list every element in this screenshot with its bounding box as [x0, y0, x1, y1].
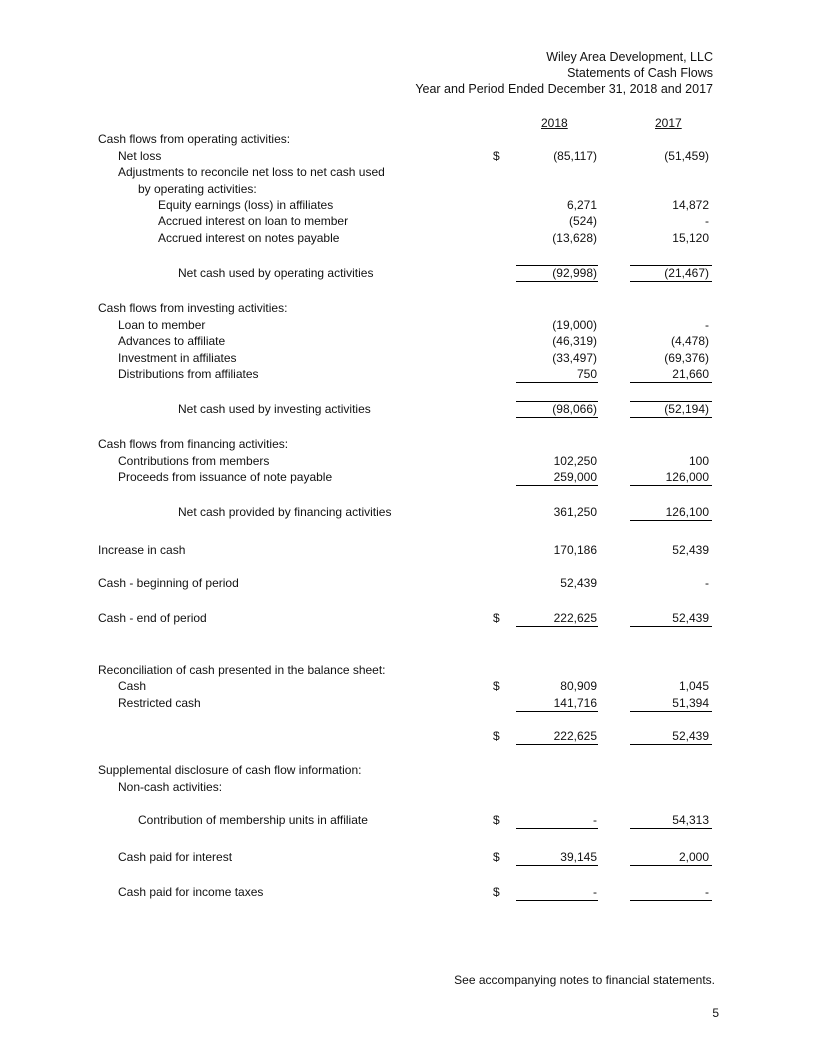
restricted-cash-label: Restricted cash [118, 696, 201, 710]
supplemental-heading: Supplemental disclosure of cash flow information: [98, 763, 362, 777]
advances-2018: (46,319) [552, 334, 597, 348]
rule [630, 626, 712, 627]
statement-title: Statements of Cash Flows [567, 66, 713, 80]
investment-2018: (33,497) [552, 351, 597, 365]
net-investing-2017: (52,194) [664, 402, 709, 416]
contribution-units-2018: - [593, 813, 597, 827]
interest-paid-2017: 2,000 [678, 850, 709, 864]
rule [516, 485, 598, 486]
currency-symbol: $ [493, 149, 500, 163]
contributions-2017: 100 [688, 454, 709, 468]
net-operating-2017: (21,467) [664, 266, 709, 280]
net-loss-label: Net loss [118, 149, 162, 163]
beginning-2017: - [705, 576, 709, 590]
rule [630, 865, 712, 866]
net-operating-label: Net cash used by operating activities [178, 266, 374, 280]
net-financing-2018: 361,250 [553, 505, 597, 519]
rule [630, 900, 712, 901]
interest-paid-label: Cash paid for interest [118, 850, 233, 864]
restricted-cash-2017: 51,394 [672, 696, 709, 710]
currency-symbol: $ [493, 850, 500, 864]
contributions-label: Contributions from members [118, 454, 270, 468]
beginning-label: Cash - beginning of period [98, 576, 239, 590]
net-investing-2018: (98,066) [552, 402, 597, 416]
equity-earnings-2017: 14,872 [672, 198, 709, 212]
rule [516, 828, 598, 829]
ending-2018: 222,625 [553, 611, 597, 625]
reconciliation-total-2018: 222,625 [553, 729, 597, 743]
proceeds-2017: 126,000 [665, 470, 709, 484]
beginning-2018: 52,439 [560, 576, 597, 590]
footer-note: See accompanying notes to financial statements. [454, 973, 715, 987]
accrued-interest-notes-2017: 15,120 [672, 231, 709, 245]
adjustments-label-cont: by operating activities: [138, 182, 257, 196]
taxes-paid-2017: - [705, 885, 709, 899]
net-loss-2018: (85,117) [553, 149, 597, 163]
investing-heading: Cash flows from investing activities: [98, 301, 288, 315]
investment-2017: (69,376) [664, 351, 709, 365]
rule [630, 382, 712, 383]
adjustments-label: Adjustments to reconcile net loss to net cash used [118, 165, 385, 179]
interest-paid-2018: 39,145 [560, 850, 597, 864]
rule [516, 417, 598, 418]
net-investing-label: Net cash used by investing activities [178, 402, 371, 416]
currency-symbol: $ [493, 813, 500, 827]
loan-to-member-2017: - [705, 318, 709, 332]
contribution-units-label: Contribution of membership units in affiliate [138, 813, 368, 827]
rule [630, 744, 712, 745]
distributions-2018: 750 [576, 367, 597, 381]
net-loss-2017: (51,459) [664, 149, 709, 163]
ending-2017: 52,439 [672, 611, 709, 625]
rule [630, 485, 712, 486]
reconciliation-heading: Reconciliation of cash presented in the balance sheet: [98, 663, 386, 677]
financing-heading: Cash flows from financing activities: [98, 437, 289, 451]
net-financing-label: Net cash provided by financing activities [178, 505, 392, 519]
advances-2017: (4,478) [670, 334, 709, 348]
currency-symbol: $ [493, 885, 500, 899]
rule [516, 711, 598, 712]
rule [630, 281, 712, 282]
operating-heading: Cash flows from operating activities: [98, 132, 291, 146]
cash-2018: 80,909 [560, 679, 597, 693]
accrued-interest-loan-2017: - [705, 214, 709, 228]
contribution-units-2017: 54,313 [672, 813, 709, 827]
restricted-cash-2018: 141,716 [553, 696, 597, 710]
equity-earnings-label: Equity earnings (loss) in affiliates [158, 198, 334, 212]
accrued-interest-notes-label: Accrued interest on notes payable [158, 231, 340, 245]
net-financing-2017: 126,100 [665, 505, 709, 519]
currency-symbol: $ [493, 679, 500, 693]
column-header-2017: 2017 [655, 116, 682, 130]
net-operating-2018: (92,998) [552, 266, 597, 280]
statement-period: Year and Period Ended December 31, 2018 and 2017 [415, 82, 713, 96]
rule [630, 711, 712, 712]
distributions-label: Distributions from affiliates [118, 367, 259, 381]
contributions-2018: 102,250 [553, 454, 597, 468]
rule [630, 417, 712, 418]
rule [516, 382, 598, 383]
increase-2018: 170,186 [553, 543, 597, 557]
accrued-interest-loan-2018: (524) [568, 214, 597, 228]
noncash-heading: Non-cash activities: [118, 780, 223, 794]
rule [516, 900, 598, 901]
currency-symbol: $ [493, 611, 500, 625]
cash-label: Cash [118, 679, 147, 693]
taxes-paid-2018: - [593, 885, 597, 899]
rule [516, 744, 598, 745]
rule [630, 520, 712, 521]
increase-label: Increase in cash [98, 543, 186, 557]
column-header-2018: 2018 [541, 116, 568, 130]
currency-symbol: $ [493, 729, 500, 743]
loan-to-member-label: Loan to member [118, 318, 206, 332]
ending-label: Cash - end of period [98, 611, 207, 625]
proceeds-label: Proceeds from issuance of note payable [118, 470, 333, 484]
rule [516, 626, 598, 627]
company-name: Wiley Area Development, LLC [546, 50, 713, 64]
rule [516, 865, 598, 866]
loan-to-member-2018: (19,000) [552, 318, 597, 332]
accrued-interest-loan-label: Accrued interest on loan to member [158, 214, 349, 228]
equity-earnings-2018: 6,271 [566, 198, 597, 212]
reconciliation-total-2017: 52,439 [672, 729, 709, 743]
proceeds-2018: 259,000 [553, 470, 597, 484]
advances-label: Advances to affiliate [118, 334, 226, 348]
investment-label: Investment in affiliates [118, 351, 237, 365]
distributions-2017: 21,660 [672, 367, 709, 381]
accrued-interest-notes-2018: (13,628) [552, 231, 597, 245]
rule [630, 828, 712, 829]
rule [516, 281, 598, 282]
increase-2017: 52,439 [672, 543, 709, 557]
taxes-paid-label: Cash paid for income taxes [118, 885, 264, 899]
page-number: 5 [712, 1006, 719, 1020]
cash-2017: 1,045 [678, 679, 709, 693]
